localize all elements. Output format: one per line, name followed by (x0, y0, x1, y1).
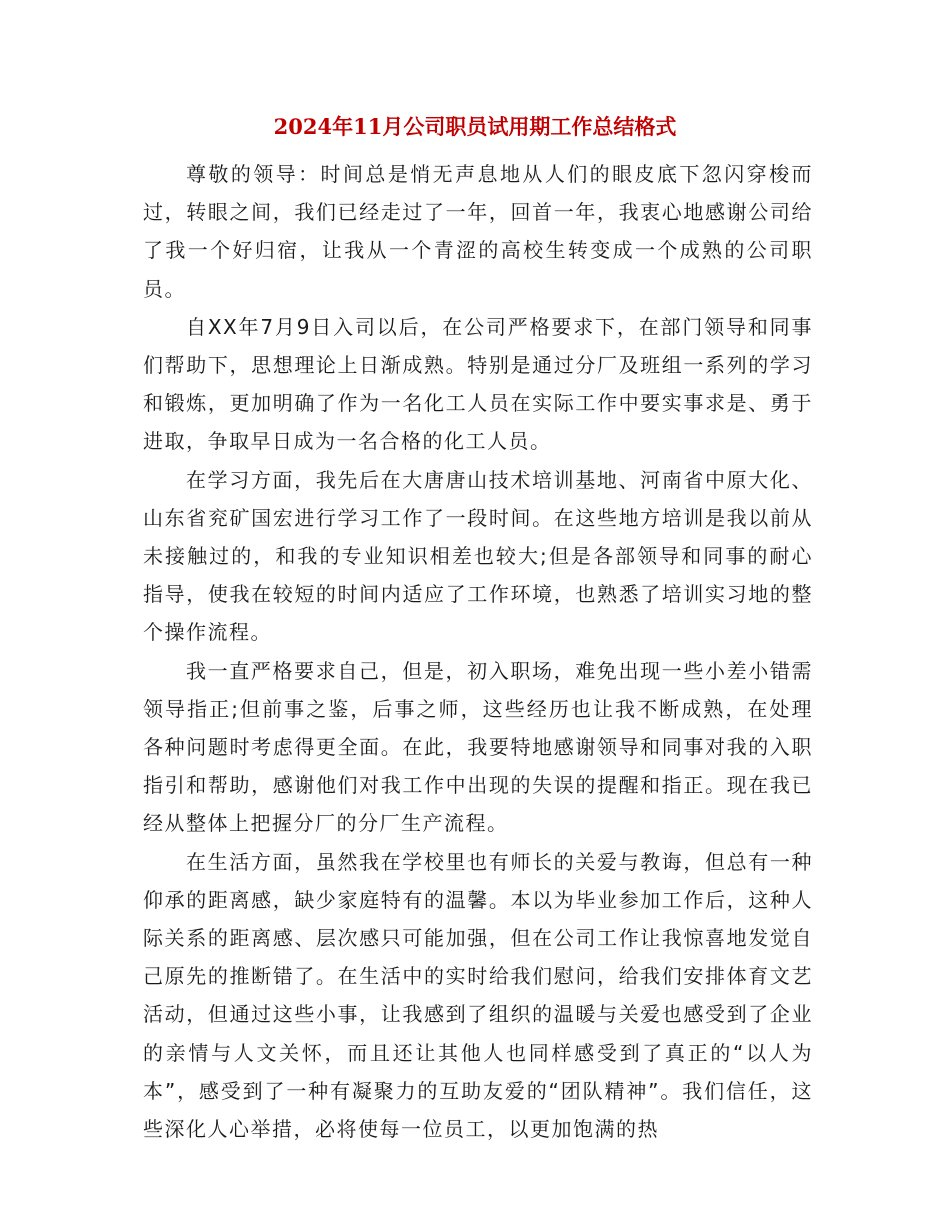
document-title: 2024年11月公司职员试用期工作总结格式 (273, 114, 677, 139)
paragraph-onboarding: 自XX年7月9日入司以后，在公司严格要求下，在部门领导和同事们帮助下，思想理论上日渐成熟。特别是通过分厂及班组一系列的学习和锻炼，更加明确了作为一名化工人员在实际工作中要实事求是、勇于进取，争取早日成为一名合格的化工人员。 (143, 314, 813, 454)
paragraph-self-improvement: 我一直严格要求自己，但是，初入职场，难免出现一些小差小错需领导指正;但前事之鉴，后事之师，这些经历也让我不断成熟，在处理各种问题时考虑得更全面。在此，我要特地感谢领导和同事对我的入职指引和帮助，感谢他们对我工作中出现的失误的提醒和指正。现在我已经从整体上把握分厂的分厂生产流程。 (143, 658, 813, 836)
paragraph-life: 在生活方面，虽然我在学校里也有师长的关爱与教诲，但总有一种仰承的距离感，缺少家庭特有的温馨。本以为毕业参加工作后，这种人际关系的距离感、层次感只可能加强，但在公司工作让我惊喜地发觉自己原先的推断错了。在生活中的实时给我们慰问，给我们安排体育文艺活动，但通过这些小事，让我感到了组织的温暖与关爱也感受到了企业的亲情与人文关怀，而且还让其他人也同样感受到了真正的“以人为本”，感受到了一种有凝聚力的互助友爱的“团队精神”。我们信任，这些深化人心举措，必将使每一位员工，以更加饱满的热 (143, 849, 813, 1142)
paragraph-greeting: 尊敬的领导：时间总是悄无声息地从人们的眼皮底下忽闪穿梭而过，转眼之间，我们已经走过了一年，回首一年，我衷心地感谢公司给了我一个好归宿，让我从一个青涩的高校生转变成一个成熟的公司职员。 (143, 162, 813, 301)
document-body (143, 155, 813, 1148)
paragraph-study: 在学习方面，我先后在大唐唐山技术培训基地、河南省中原大化、山东省兖矿国宏进行学习工作了一段时间。在这些地方培训是我以前从未接触过的，和我的专业知识相差也较大;但是各部领导和同事的耐心指导，使我在较短的时间内适应了工作环境，也熟悉了培训实习地的整个操作流程。 (143, 467, 813, 645)
